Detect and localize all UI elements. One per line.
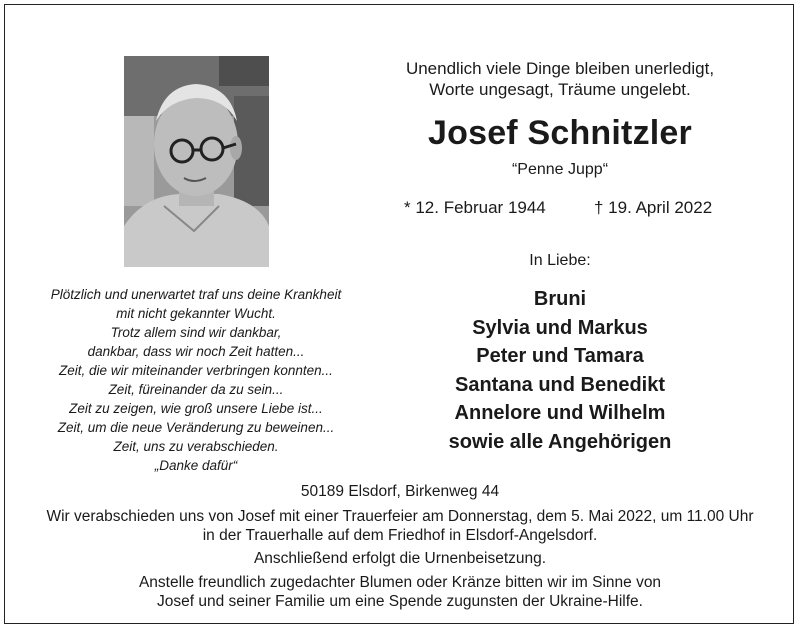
in-liebe-heading: In Liebe: — [529, 252, 591, 269]
donation-line-1: Anstelle freundlich zugedachter Blumen oder Kränze bitten wir im Sinne von — [138, 574, 662, 591]
mourners-list — [360, 285, 760, 456]
poem-line: Plötzlich und unerwartet traf uns deine Krankheit — [50, 287, 342, 302]
poem — [20, 285, 372, 475]
top-quote — [360, 58, 760, 100]
poem-line: Trotz allem sind wir dankbar, — [110, 325, 282, 340]
mourner-name: Annelore und Wilhelm — [454, 402, 666, 424]
donation-line-2: Josef und seiner Familie um eine Spende zugunsten der Ukraine-Hilfe. — [157, 593, 643, 610]
ceremony-info — [20, 507, 780, 545]
urn-burial-note: Anschließend erfolgt die Urnenbeisetzung. — [253, 550, 547, 567]
mourner-name: sowie alle Angehörigen — [448, 430, 672, 453]
poem-line: Zeit, die wir miteinander verbringen konnten... — [59, 363, 333, 378]
donation-request — [20, 573, 780, 611]
deceased-nickname: “Penne Jupp“ — [511, 161, 609, 178]
top-quote-line-2: Worte ungesagt, Träume ungelebt. — [429, 80, 691, 99]
ceremony-line-1: Wir verabschieden uns von Josef mit einer Trauerfeier am Donnerstag, dem 5. Mai 2022, um 11.00 Uhr — [46, 508, 754, 525]
poem-line: „Danke dafür“ — [154, 458, 238, 473]
poem-line: mit nicht gekannter Wucht. — [116, 306, 276, 321]
poem-line: Zeit, um die neue Veränderung zu beweinen... — [57, 420, 335, 435]
mourner-name: Bruni — [533, 288, 587, 310]
portrait-photo — [124, 56, 269, 267]
mourner-name: Sylvia und Markus — [472, 316, 648, 339]
ceremony-line-2: in der Trauerhalle auf dem Friedhof in Elsdorf-Angelsdorf. — [202, 527, 598, 544]
birth-date: * 12. Februar 1944 — [404, 198, 546, 217]
mourner-name: Peter und Tamara — [476, 345, 644, 367]
family-address: 50189 Elsdorf, Birkenweg 44 — [300, 483, 500, 500]
mourner-name: Santana und Benedikt — [454, 373, 666, 396]
poem-line: Zeit, uns zu verabschieden. — [113, 439, 279, 454]
poem-line: Zeit, füreinander da zu sein... — [108, 382, 284, 397]
poem-line: Zeit zu zeigen, wie groß unsere Liebe ist... — [69, 401, 323, 416]
deceased-name: Josef Schnitzler — [428, 114, 692, 152]
death-date: † 19. April 2022 — [594, 198, 713, 217]
poem-line: dankbar, dass wir noch Zeit hatten... — [87, 344, 305, 359]
top-quote-line-1: Unendlich viele Dinge bleiben unerledigt, — [405, 59, 715, 78]
